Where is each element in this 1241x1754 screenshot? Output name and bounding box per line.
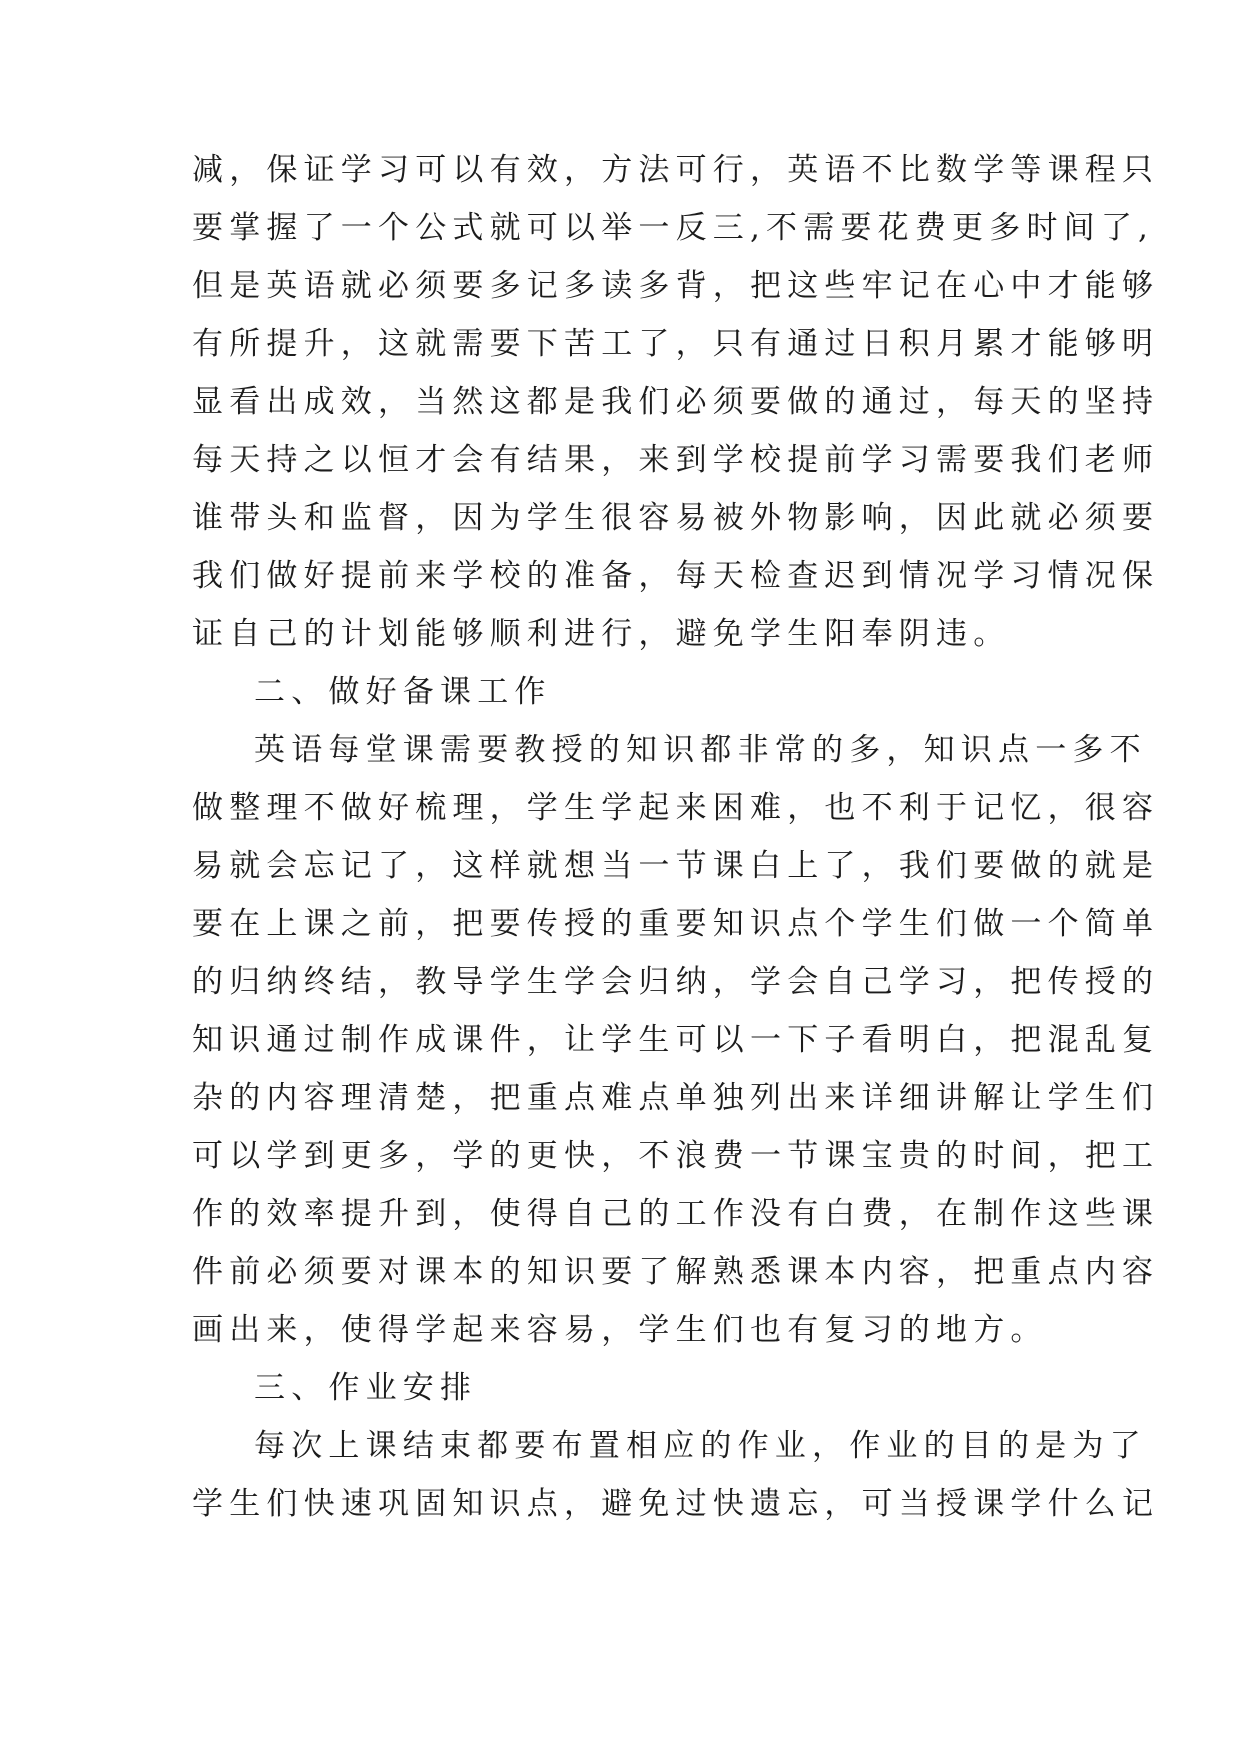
text-line: 英语每堂课需要教授的知识都非常的多，知识点一多不 (254, 732, 1147, 768)
section-heading: 三、作业安排 (254, 1370, 478, 1406)
text-line: 证自己的计划能够顺利进行，避免学生阳奉阴违。 (192, 616, 1011, 652)
text-line: 学生们快速巩固知识点，避免过快遗忘，可当授课学什么记 (192, 1486, 1160, 1522)
text-line: 但是英语就必须要多记多读多背，把这些牢记在心中才能够 (192, 268, 1160, 304)
text-line: 每次上课结束都要布置相应的作业，作业的目的是为了 (254, 1428, 1147, 1464)
text-line: 做整理不做好梳理，学生学起来困难，也不利于记忆，很容 (192, 790, 1160, 826)
text-line: 谁带头和监督，因为学生很容易被外物影响，因此就必须要 (192, 500, 1160, 536)
text-line: 作的效率提升到，使得自己的工作没有白费，在制作这些课 (192, 1196, 1160, 1232)
text-line: 减，保证学习可以有效，方法可行，英语不比数学等课程只 (192, 152, 1160, 188)
text-line: 画出来，使得学起来容易，学生们也有复习的地方。 (192, 1312, 1048, 1348)
text-line: 可以学到更多，学的更快，不浪费一节课宝贵的时间，把工 (192, 1138, 1160, 1174)
text-line: 知识通过制作成课件，让学生可以一下子看明白，把混乱复 (192, 1022, 1160, 1058)
text-line: 杂的内容理清楚，把重点难点单独列出来详细讲解让学生们 (192, 1080, 1160, 1116)
text-line: 我们做好提前来学校的准备，每天检查迟到情况学习情况保 (192, 558, 1160, 594)
section-heading: 二、做好备课工作 (254, 674, 552, 710)
text-line: 的归纳终结，教导学生学会归纳，学会自己学习，把传授的 (192, 964, 1160, 1000)
text-line: 有所提升，这就需要下苦工了，只有通过日积月累才能够明 (192, 326, 1160, 362)
text-line: 易就会忘记了，这样就想当一节课白上了，我们要做的就是 (192, 848, 1160, 884)
text-line: 件前必须要对课本的知识要了解熟悉课本内容，把重点内容 (192, 1254, 1160, 1290)
text-line: 显看出成效，当然这都是我们必须要做的通过，每天的坚持 (192, 384, 1160, 420)
text-line: 要掌握了一个公式就可以举一反三,不需要花费更多时间了, (192, 210, 1155, 246)
text-line: 要在上课之前，把要传授的重要知识点个学生们做一个简单 (192, 906, 1160, 942)
text-line: 每天持之以恒才会有结果，来到学校提前学习需要我们老师 (192, 442, 1160, 478)
